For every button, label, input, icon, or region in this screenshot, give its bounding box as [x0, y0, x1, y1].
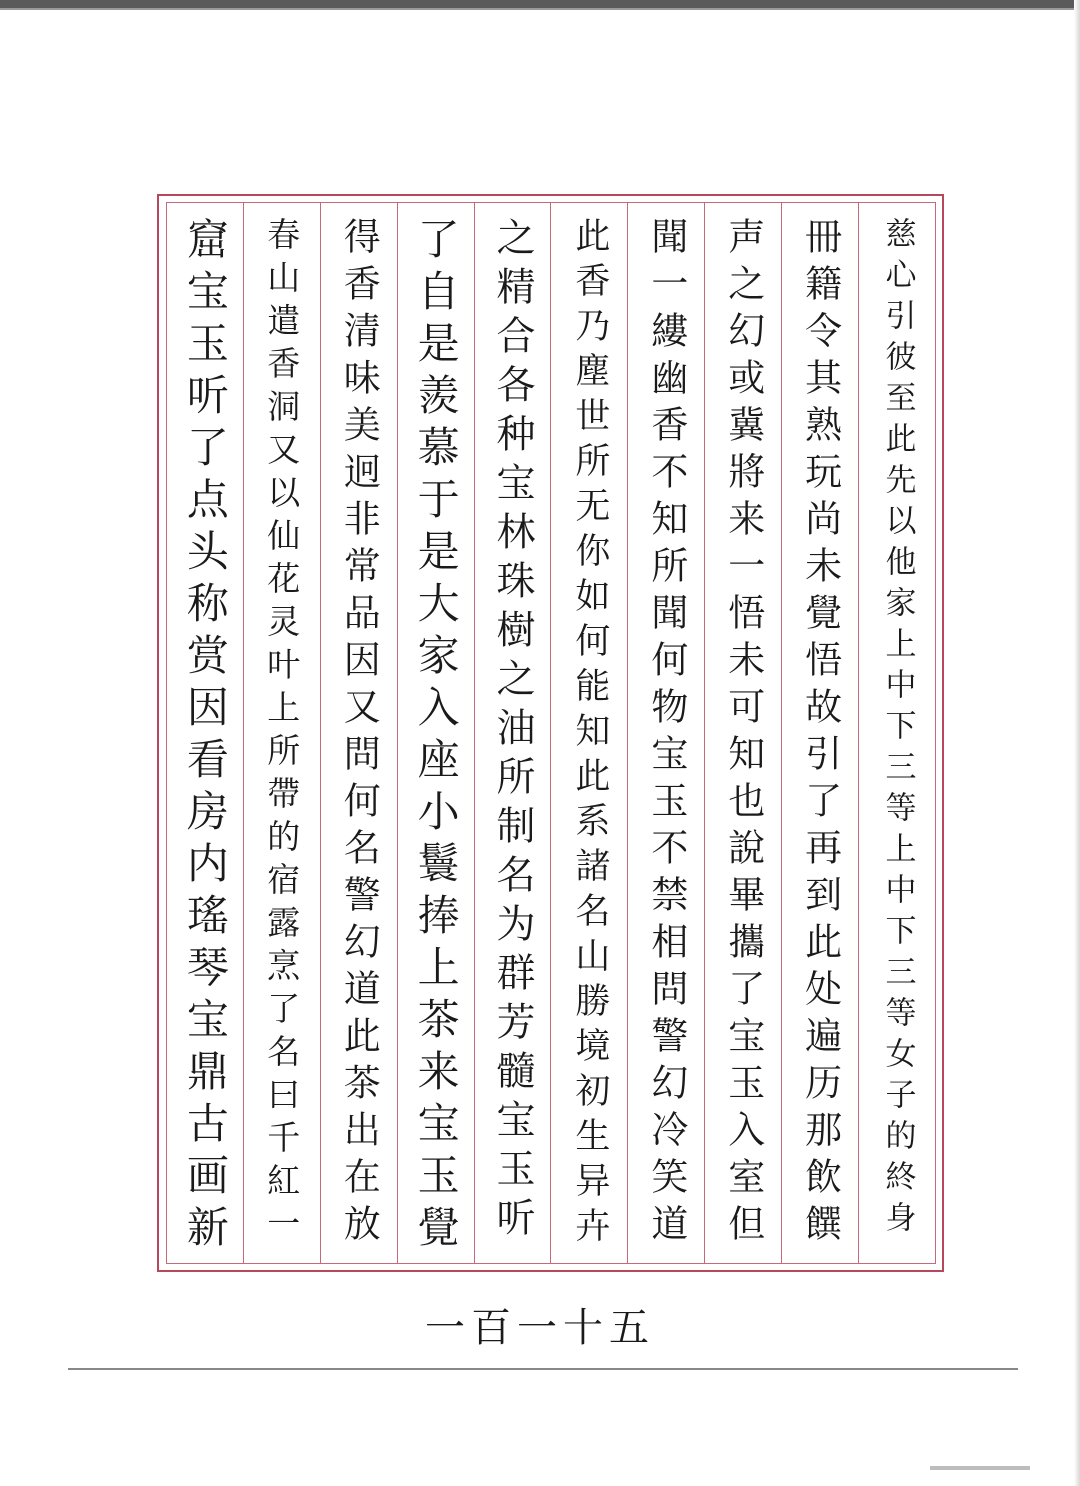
column-text: 冊籍令其熟玩尚未覺悟故引了再到此处遍历那飲饌	[798, 217, 842, 1251]
column-text: 聞一縷幽香不知所聞何物宝玉不禁相問警幻冷笑道	[644, 217, 688, 1251]
scan-right-edge	[1074, 0, 1080, 1486]
column-text: 之精合各种宝林珠樹之油所制名为群芳髓宝玉听	[490, 217, 536, 1246]
manuscript-column-6	[474, 203, 551, 1263]
manuscript-column-8	[320, 203, 397, 1263]
column-text: 得香清味美迥非常品因又問何名警幻道此茶出在放	[337, 217, 381, 1251]
column-text: 慈心引彼至此先以他家上中下三等上中下三等女子的終身	[879, 217, 916, 1242]
scan-bottom-rule	[68, 1368, 1018, 1370]
column-text: 声之幻或冀將来一悟未可知也說畢攜了宝玉入室但	[721, 217, 765, 1251]
scan-top-rule	[0, 8, 1080, 10]
manuscript-grid	[166, 202, 936, 1264]
column-text: 窟宝玉听了点头称赏因看房内瑤琴宝鼎古画新	[180, 217, 230, 1257]
column-text: 了自是羨慕于是大家入座小鬟捧上茶来宝玉覺	[411, 217, 461, 1257]
manuscript-column-3	[704, 203, 781, 1263]
manuscript-column-9	[243, 203, 320, 1263]
manuscript-column-1	[858, 203, 935, 1263]
page-number: 一百一十五	[425, 1305, 655, 1351]
manuscript-column-10	[167, 203, 243, 1263]
manuscript-column-4	[627, 203, 704, 1263]
manuscript-column-5	[550, 203, 627, 1263]
scan-edge-mark	[930, 1466, 1030, 1470]
manuscript-column-7	[397, 203, 474, 1263]
manuscript-column-2	[781, 203, 858, 1263]
scan-top-edge	[0, 0, 1080, 8]
column-text: 此香乃塵世所无你如何能知此系諸名山勝境初生异卉	[569, 217, 610, 1252]
column-text: 春山遣香洞又以仙花灵叶上所帶的宿露烹了名曰千紅一	[262, 217, 302, 1249]
